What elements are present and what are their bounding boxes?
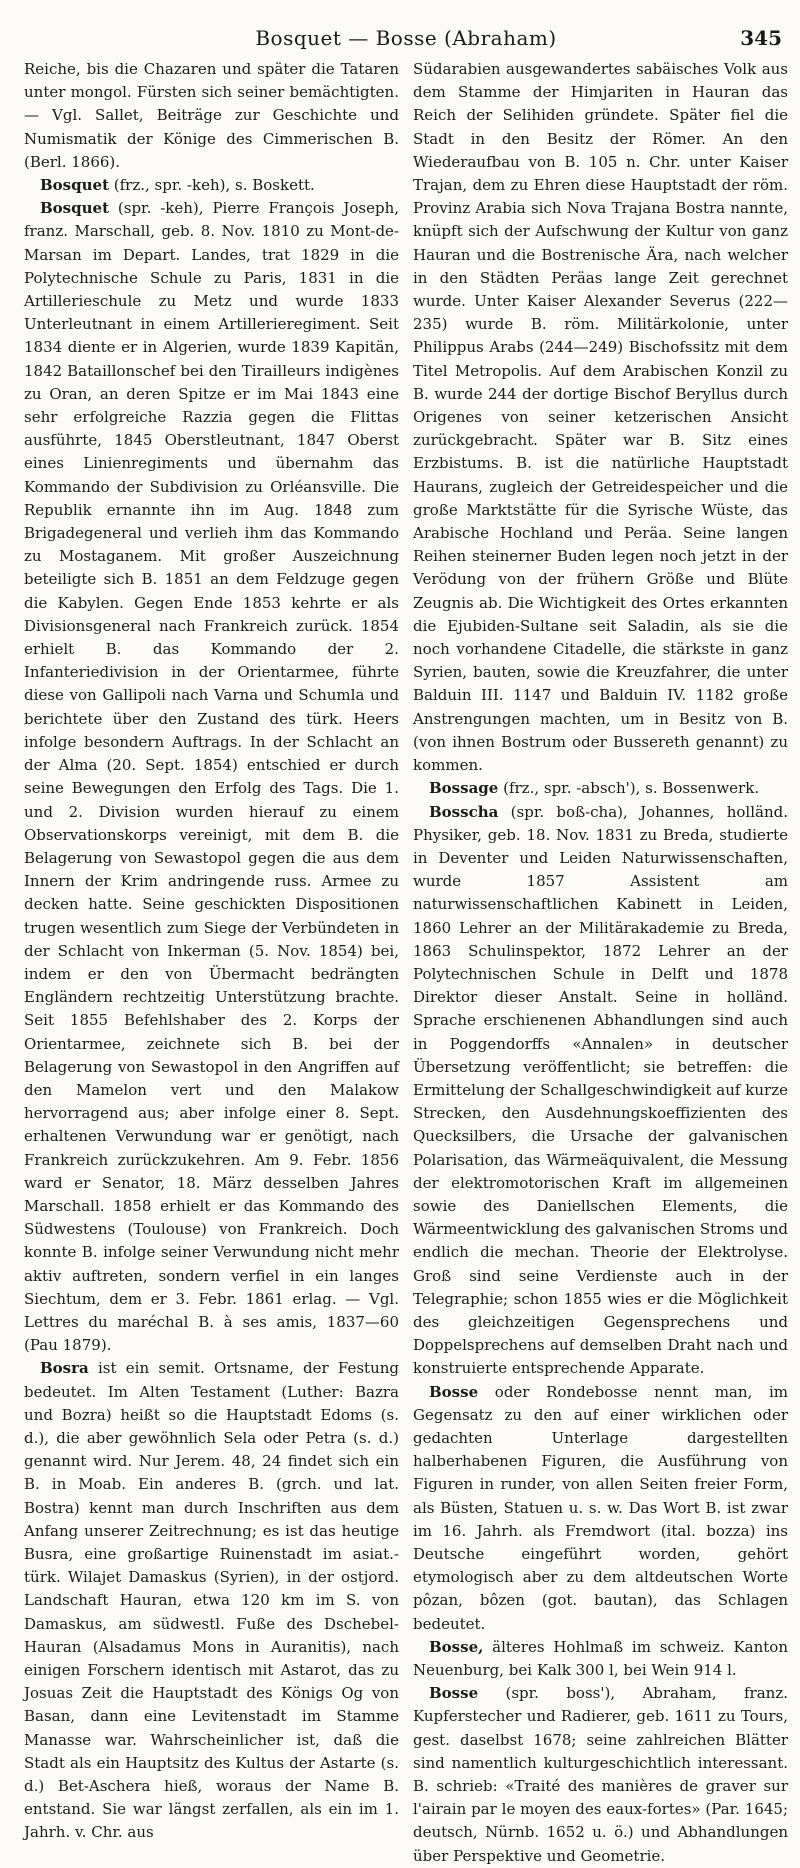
dictionary-entry — [24, 1357, 399, 1844]
text-columns — [24, 58, 788, 1865]
right-column — [413, 58, 788, 1865]
entry-headword: Bosra — [40, 1359, 89, 1378]
dictionary-entry — [413, 801, 788, 1381]
page-header — [24, 22, 788, 58]
entry-text: (spr. boss'), Abraham, franz. Kupferstecher und Radierer, geb. 1611 zu Tours, gest. daselbst 1678; seine zahlreichen Blätter sind namentlich kulturgeschichtlich interessant. B. schrieb: «Traité des manières de graver sur l'airain par le moyen des eaux-fortes» (Par. 1645; deutsch, Nürnb. 1652 u. ö.) und Abhandlungen über Perspektive und Geometrie. — [413, 1684, 788, 1865]
entry-headword: Bosse, — [429, 1637, 484, 1656]
dictionary-entry — [413, 1636, 788, 1682]
entry-text: oder Rondebosse nennt man, im Gegensatz zu den auf einer wirklichen oder gedachten Unterlage dargestellten halberhabenen Figuren, die Ausführung von Figuren in runder, von allen Seiten freier Form, als Büsten, Statuen u. s. w. Das Wort B. ist zwar im 16. Jahrh. als Fremdwort (ital. bozza) ins Deutsche eingeführt worden, gehört etymologisch aber zu dem altdeutschen Worte pôzan, bôzen (got. bautan), das Schlagen bedeutet. — [413, 1382, 788, 1633]
dictionary-entry — [413, 1682, 788, 1868]
page-number: 345 — [740, 26, 782, 50]
entry-text: (spr. boß-cha), Johannes, holländ. Physiker, geb. 18. Nov. 1831 zu Breda, studierte in Deventer und Leiden Naturwissenschaften, wurde 1857 Assistent am naturwissenschaftlichen Kabinett in Leiden, 1860 Lehrer an der Militärakademie zu Breda, 1863 Schulinspektor, 1872 Lehrer an der Polytechnischen Schule in Delft und 1878 Direktor dieser Anstalt. Seine in holländ. Sprache erschienenen Abhandlungen sind auch in Poggendorffs «Annalen» in deutscher Übersetzung veröffentlicht; sie betreffen: die Ermittelung der Schallgeschwindigkeit auf kurze Strecken, den Ausdehnungskoeffizienten des Quecksilbers, die Ursache der galvanischen Polarisation, das Wärmeäquivalent, die Messung der elektromotorischen Kraft im allgemeinen sowie des Daniellschen Elements, die Wärmeentwicklung des galvanischen Stroms und endlich die mechan. Theorie der Elektrolyse. Groß sind seine Verdienste auch in der Telegraphie; schon 1855 wies er die Möglichkeit des gleichzeitigen Gegensprechens und Doppelsprechens auf demselben Draht nach und konstruierte entsprechende Apparate. — [413, 802, 788, 1378]
running-title: Bosquet — Bosse (Abraham) — [255, 26, 557, 50]
dictionary-entry — [24, 174, 399, 197]
entry-text: (frz., spr. -absch'), s. Bossenwerk. — [498, 779, 760, 798]
dictionary-entry — [24, 197, 399, 1357]
continued-paragraph — [413, 58, 788, 777]
entry-headword: Bosse — [429, 1684, 479, 1703]
entry-text: ist ein semit. Ortsname, der Festung bedeutet. Im Alten Testament (Luther: Bazra und Bozra) heißt so die Hauptstadt Edoms (s. d.), die aber gewöhnlich Sela oder Petra (s. d.) genannt wird. Nur Jerem. 48, 24 findet sich ein B. in Moab. Ein anderes B. (grch. und lat. Bostra) kennt man durch Inschriften aus dem Anfang unserer Zeitrechnung; es ist das heutige Busra, eine großartige Ruinenstadt im asiat.-türk. Wilajet Damaskus (Syrien), in der ostjord. Landschaft Hauran, etwa 120 km im S. von Damaskus, am südwestl. Fuße des Dschebel-Hauran (Alsadamus Mons in Auranitis), nach einigen Forschern identisch mit Astarot, das zu Josuas Zeit die Hauptstadt des Königs Og von Basan, dann eine Levitenstadt im Stamme Manasse war. Wahrscheinlicher ist, daß die Stadt als ein Hauptsitz des Kultus der Astarte (s. d.) Bet-Aschera hieß, woraus der Name B. entstand. Sie war längst zerfallen, als ein im 1. Jahrh. v. Chr. aus — [24, 1359, 399, 1842]
entry-headword: Bosquet — [40, 176, 109, 195]
entry-text: (frz., spr. -keh), s. Boskett. — [109, 176, 315, 195]
dictionary-entry — [413, 1381, 788, 1636]
entry-text: Südarabien ausgewandertes sabäisches Volk aus dem Stamme der Himjariten in Hauran das Reich der Selihiden gründete. Später fiel die Stadt in den Besitz der Römer. An den Wiederaufbau von B. 105 n. Chr. unter Kaiser Trajan, dem zu Ehren diese Hauptstadt der röm. Provinz Arabia sich Nova Trajana Bostra nannte, knüpft sich der Aufschwung der Kultur von ganz Hauran und die Bostrenische Ära, nach welcher in den Städten Peräas lange Zeit gerechnet wurde. Unter Kaiser Alexander Severus (222—235) wurde B. röm. Militärkolonie, unter Philippus Arabs (244—249) Bischofssitz mit dem Titel Metropolis. Auf dem Arabischen Konzil zu B. wurde 244 der dortige Bischof Beryllus durch Origenes von seiner ketzerischen Ansicht zurückgebracht. Später war B. Sitz eines Erzbistums. B. ist die natürliche Hauptstadt Haurans, zugleich der Getreidespeicher und die große Marktstätte für die Syrische Wüste, das Arabische Hochland und Peräa. Seine langen Reihen steinerner Buden legen noch jetzt in der Verödung von der frühern Größe und Blüte Zeugnis ab. Die Wichtigkeit des Ortes erkannten die Ejubiden-Sultane seit Saladin, als sie die noch vorhandene Citadelle, die stärkste in ganz Syrien, bauten, sowie die Kreuzfahrer, die unter Balduin III. 1147 und Balduin IV. 1182 große Anstrengungen machten, um in Besitz von B. (von ihnen Bostrum oder Bussereth genannt) zu kommen. — [413, 60, 788, 775]
entry-text: (spr. -keh), Pierre François Joseph, franz. Marschall, geb. 8. Nov. 1810 zu Mont-de-Marsan im Depart. Landes, trat 1829 in die Polytechnische Schule zu Paris, 1831 in die Artillerieschule zu Metz und wurde 1833 Unterleutnant in einem Artillerieregiment. Seit 1834 diente er in Algerien, wurde 1839 Kapitän, 1842 Bataillonschef bei den Tirailleurs indigènes zu Oran, an deren Spitze er im Mai 1843 eine sehr erfolgreiche Razzia gegen die Flittas ausführte, 1845 Oberstleutnant, 1847 Oberst eines Linienregiments und übernahm das Kommando der Subdivision zu Orléansville. Die Republik ernannte ihn im Aug. 1848 zum Brigadegeneral und verlieh ihm das Kommando zu Mostaganem. Mit großer Auszeichnung beteiligte sich B. 1851 an dem Feldzuge gegen die Kabylen. Gegen Ende 1853 kehrte er als Divisionsgeneral nach Frankreich zurück. 1854 erhielt B. das Kommando der 2. Infanteriedivision in der Orientarmee, führte diese von Gallipoli nach Varna und Schumla und berichtete über den Zustand des türk. Heers infolge besondern Auftrags. In der Schlacht an der Alma (20. Sept. 1854) entschied er durch seine Bewegungen den Erfolg des Tags. Die 1. und 2. Division wurden hierauf zu einem Observationskorps vereinigt, mit dem B. die Belagerung von Sewastopol gegen die aus dem Innern der Krim andringende russ. Armee zu decken hatte. Seine geschickten Dispositionen trugen wesentlich zum Siege der Verbündeten in der Schlacht von Inkerman (5. Nov. 1854) bei, indem er den von Übermacht bedrängten Engländern rechtzeitig Unterstützung brachte. Seit 1855 Befehlshaber des 2. Korps der Orientarmee, zeichnete sich B. bei der Belagerung von Sewastopol in den Angriffen auf den Mamelon vert und den Malakow hervorragend aus; aber infolge einer 8. Sept. erhaltenen Verwundung war er genötigt, nach Frankreich zurückzukehren. Am 9. Febr. 1856 ward er Senator, 18. März desselben Jahres Marschall. 1858 erhielt er das Kommando des Südwestens (Toulouse) von Frankreich. Doch konnte B. infolge seiner Verwundung nicht mehr aktiv auftreten, sondern verfiel in ein langes Siechtum, dem er 3. Febr. 1861 erlag. — Vgl. Lettres du maréchal B. à ses amis, 1837—60 (Pau 1879). — [24, 199, 399, 1355]
entry-headword: Bosscha — [429, 802, 499, 821]
continued-paragraph — [24, 58, 399, 174]
left-column — [24, 58, 399, 1842]
entry-text: älteres Hohlmaß im schweiz. Kanton Neuenburg, bei Kalk 300 l, bei Wein 914 l. — [413, 1637, 788, 1680]
entry-headword: Bosquet — [40, 199, 109, 218]
entry-headword: Bosse — [429, 1382, 479, 1401]
entry-text: Reiche, bis die Chazaren und später die Tataren unter mongol. Fürsten sich seiner bemächtigten. — Vgl. Sallet, Beiträge zur Geschichte und Numismatik der Könige des Cimmerischen B. (Berl. 1866). — [24, 60, 399, 171]
entry-headword: Bossage — [429, 779, 499, 798]
dictionary-entry — [413, 777, 788, 800]
